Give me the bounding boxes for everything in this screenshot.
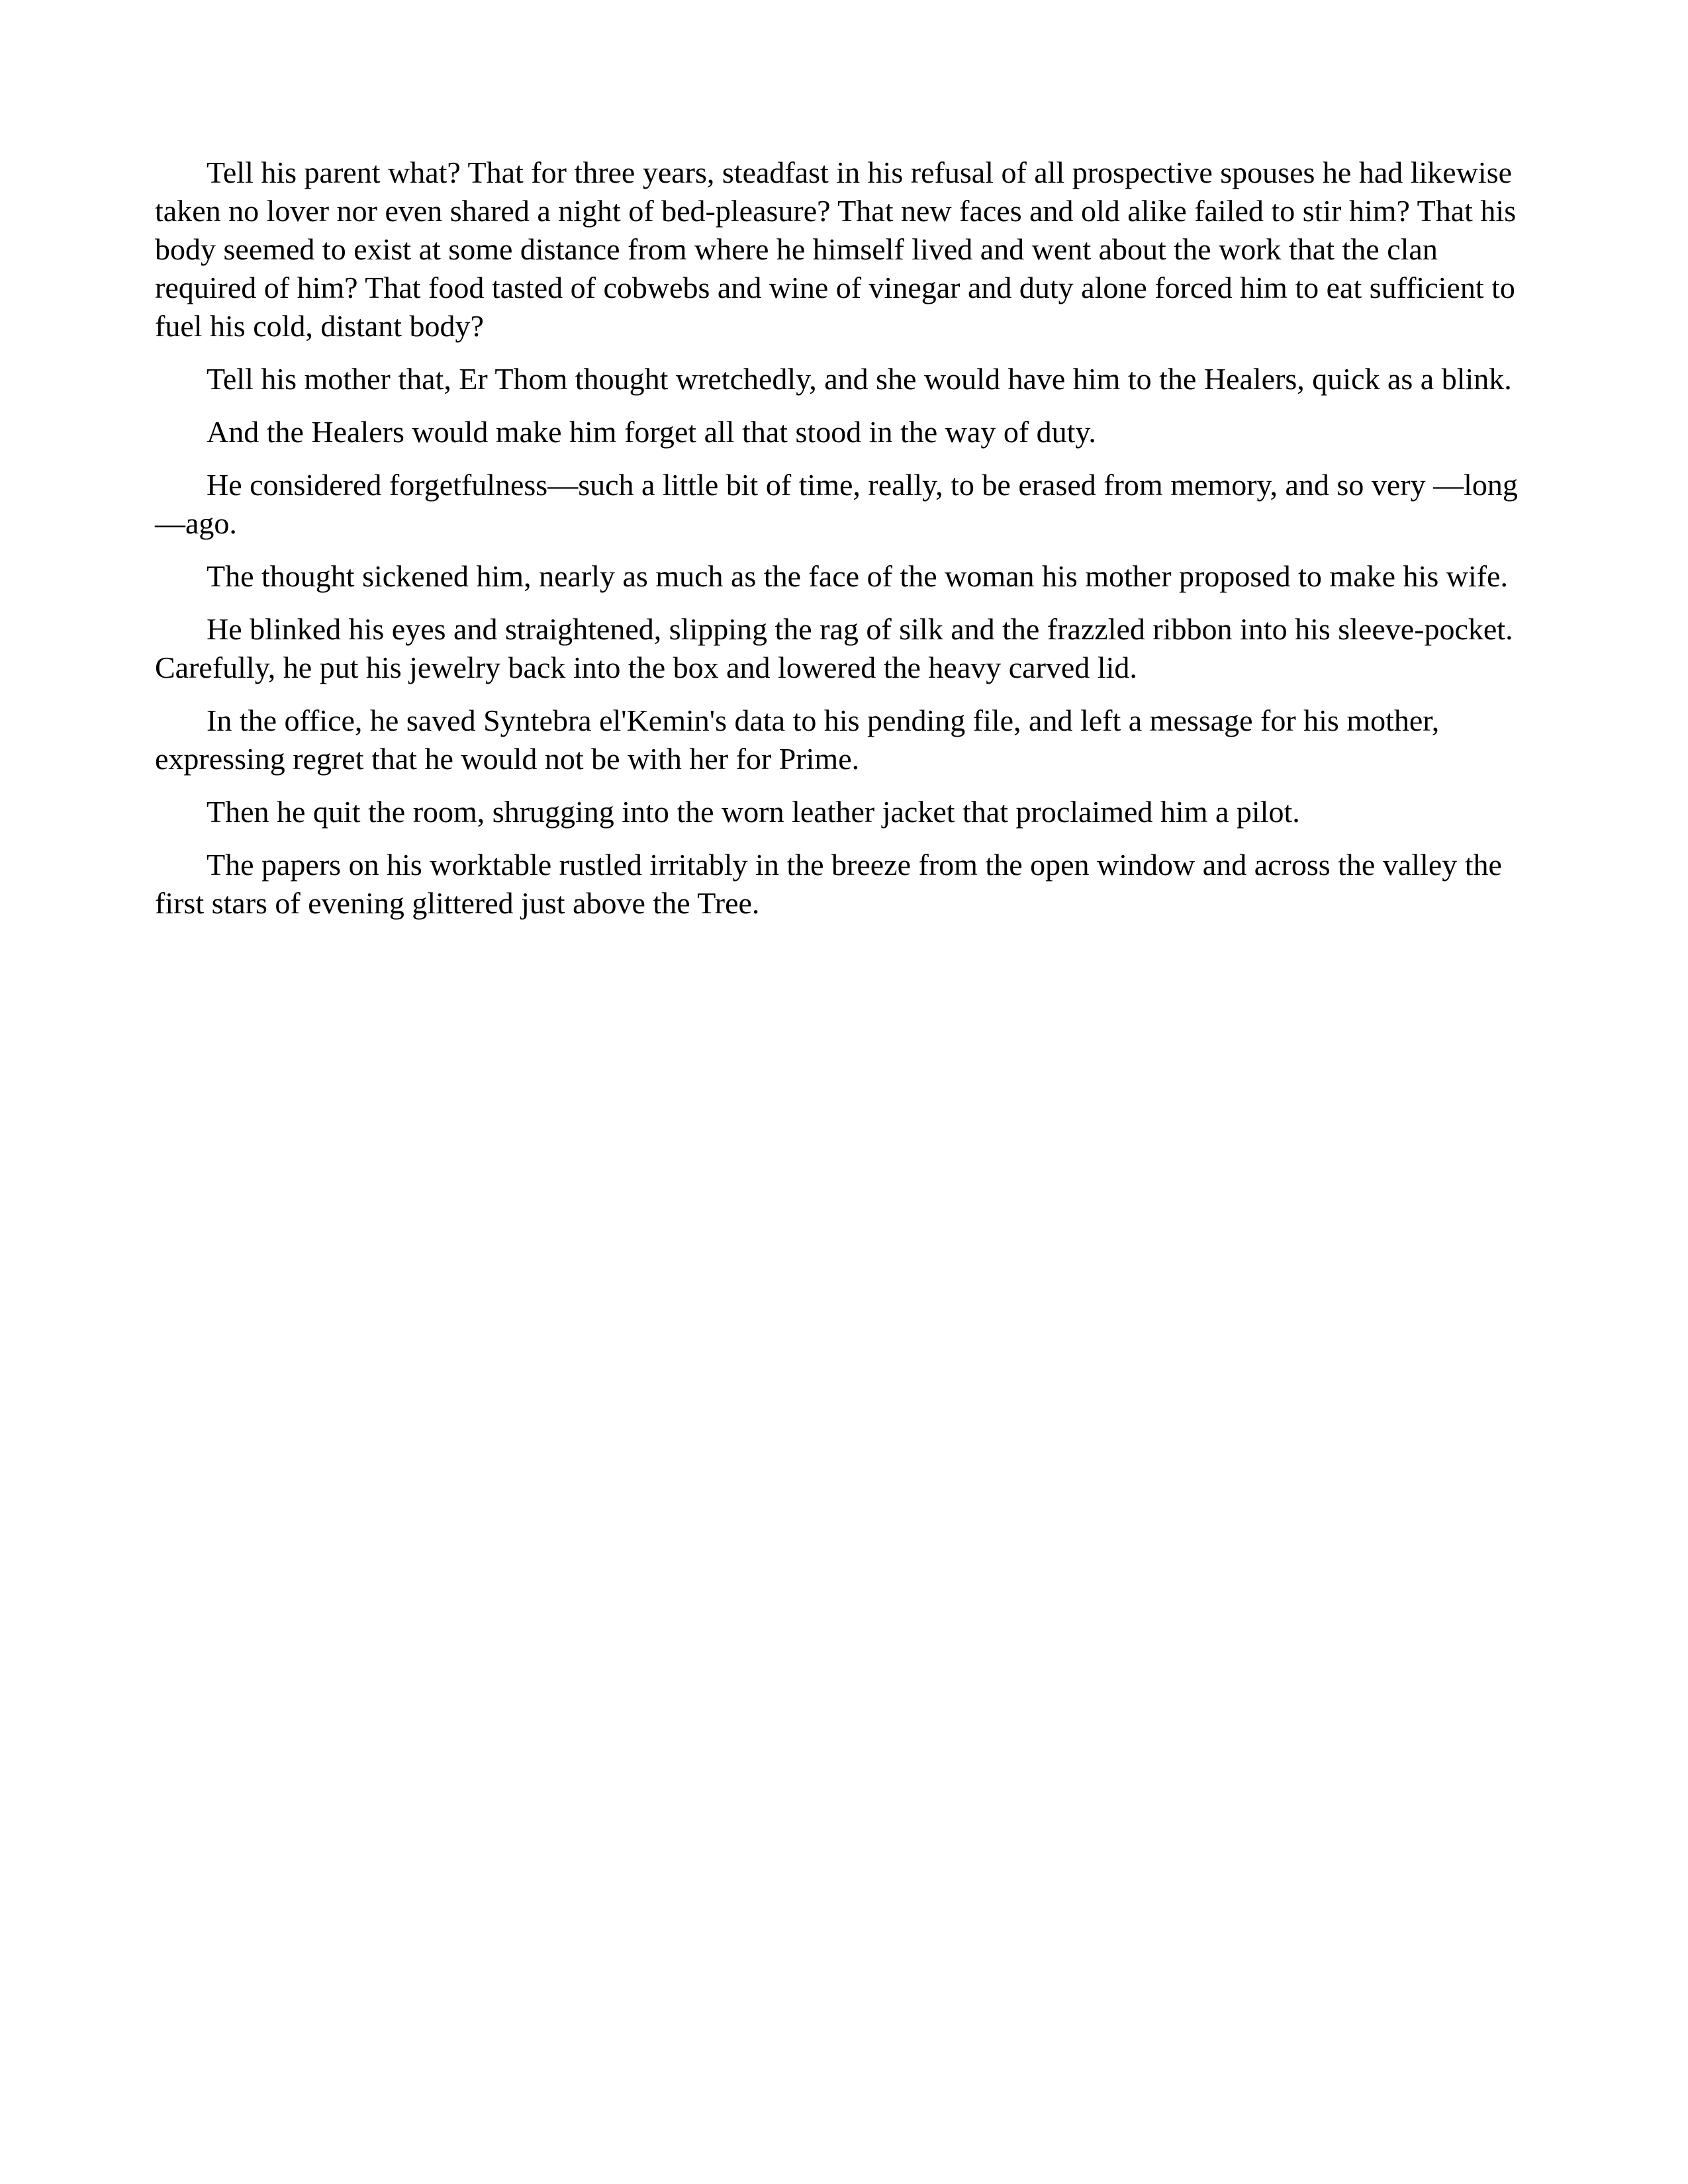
paragraph: In the office, he saved Syntebra el'Kemin's data to his pending file, and left a message for his mother, expressing regret that he would not be with her for Prime. bbox=[155, 704, 1440, 776]
paragraph: And the Healers would make him forget all that stood in the way of duty. bbox=[207, 415, 1096, 449]
paragraph: Tell his mother that, Er Thom thought wretchedly, and she would have him to the Healers, quick as a blink. bbox=[207, 362, 1512, 396]
paragraph: He considered forgetfulness—such a little bit of time, really, to be erased from memory, and so very —long—ago. bbox=[155, 468, 1518, 540]
text-body bbox=[155, 154, 1532, 937]
paragraph: Then he quit the room, shrugging into the worn leather jacket that proclaimed him a pilot. bbox=[207, 795, 1300, 829]
paragraph: The papers on his worktable rustled irritably in the breeze from the open window and across the valley the first stars of evening glittered just above the Tree. bbox=[155, 848, 1502, 920]
paragraph: The thought sickened him, nearly as much as the face of the woman his mother proposed to make his wife. bbox=[207, 559, 1508, 593]
paragraph: He blinked his eyes and straightened, slipping the rag of silk and the frazzled ribbon into his sleeve-pocket. Carefully, he put his jewelry back into the box and lowered the heavy carved lid. bbox=[155, 612, 1513, 684]
paragraph: Tell his parent what? That for three years, steadfast in his refusal of all prospective spouses he had likewise taken no lover nor even shared a night of bed-pleasure? That new faces and old alike failed to stir him? That his body seemed to exist at some distance from where he himself lived and went about the work that the clan required of him? That food tasted of cobwebs and wine of vinegar and duty alone forced him to eat sufficient to fuel his cold, distant body? bbox=[155, 156, 1517, 343]
